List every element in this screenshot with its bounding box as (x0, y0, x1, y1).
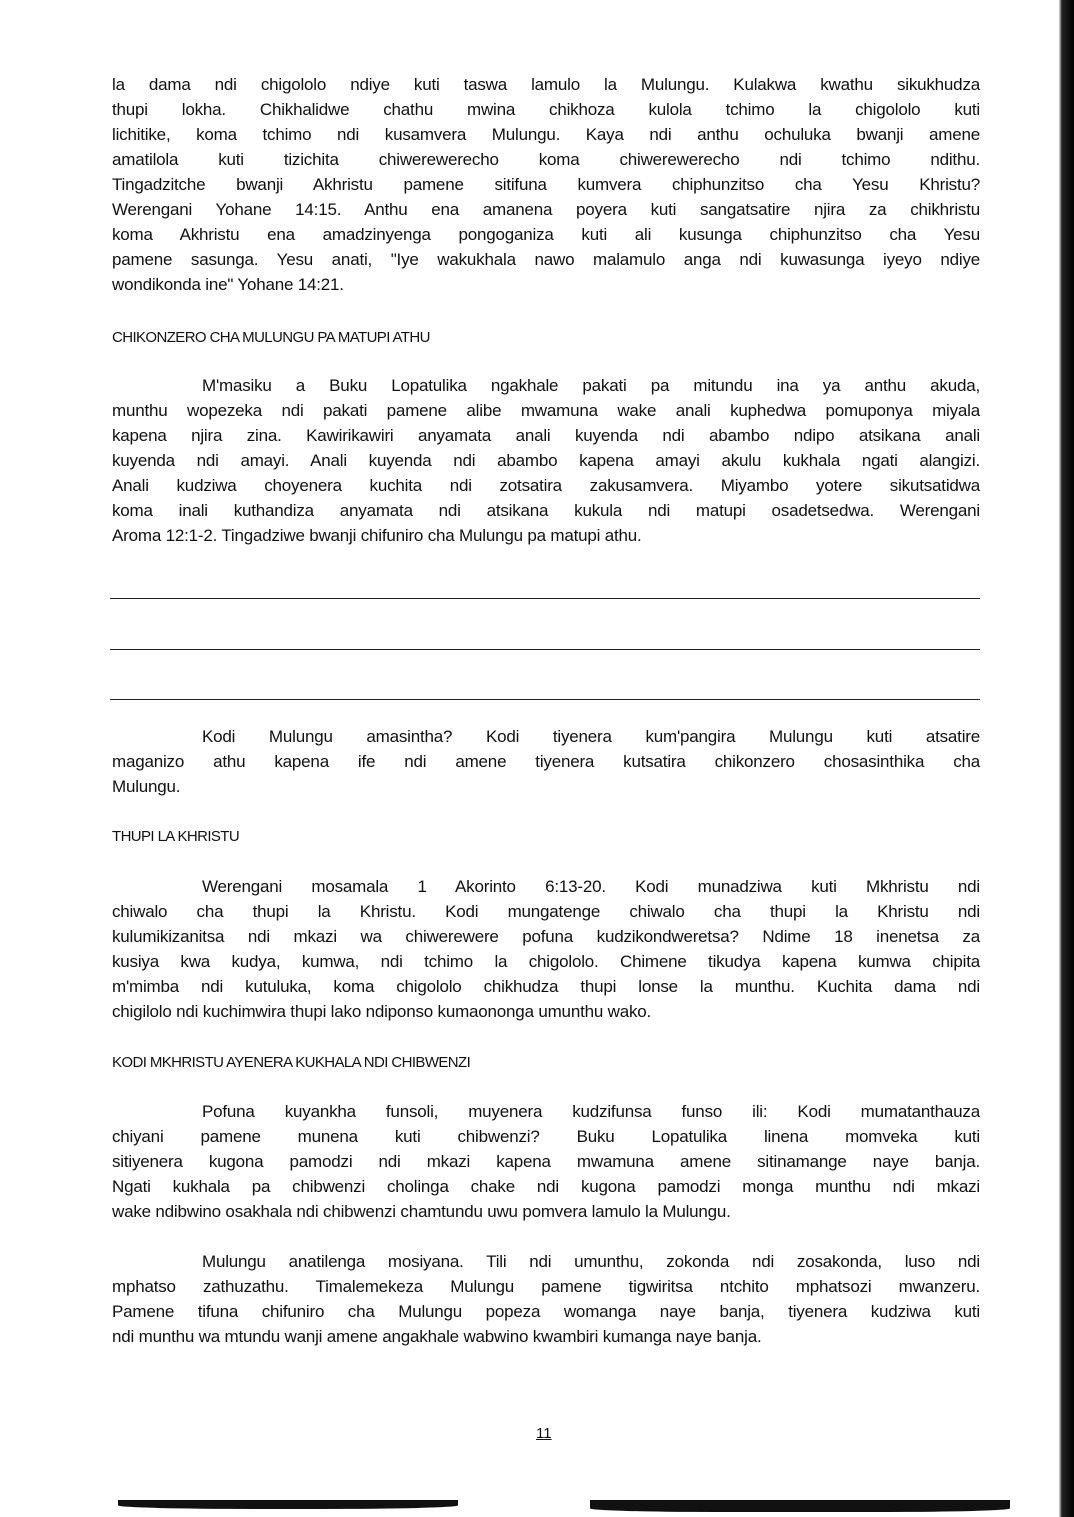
section-heading-chibwenzi: KODI MKHRISTU AYENERA KUKHALA NDI CHIBWENZI (112, 1054, 471, 1071)
text-line: wondikonda ine" Yohane 14:21. (112, 275, 344, 294)
text-line: wake ndibwino osakhala ndi chibwenzi chamtundu uwu pomvera lamulo la Mulungu. (112, 1202, 731, 1221)
page-number: 11 (536, 1425, 552, 1442)
text-line: chigilolo ndi kuchimwira thupi lako ndiponso kumaononga umunthu wako. (112, 1002, 652, 1021)
text-line: lichitike, koma tchimo ndi kusamvera Mulungu. Kaya ndi anthu ochuluka bwanji amene (112, 125, 980, 144)
text-line: koma Akhristu ena amadzinyenga pongoganiza kuti ali kusunga chiphunzitso cha Yesu (112, 225, 980, 244)
text-line: koma inali kuthandiza anyamata ndi atsikana kukula ndi matupi osadetsedwa. Werengani (112, 501, 980, 520)
text-line: m'mimba ndi kutuluka, koma chigololo chikhudza thupi lonse la munthu. Kuchita dama ndi (112, 977, 980, 996)
text-line: Ngati kukhala pa chibwenzi cholinga chake ndi kugona pamodzi monga munthu ndi mkazi (112, 1177, 980, 1196)
paragraph-1 (112, 72, 980, 297)
text-line: amatilola kuti tizichita chiwerewerecho koma chiwerewerecho ndi tchimo ndithu. (112, 150, 980, 169)
text-line: Mulungu anatilenga mosiyana. Tili ndi umunthu, zokonda ndi zosakonda, luso ndi (202, 1252, 980, 1271)
text-line: mphatso zathuzathu. Timalemekeza Mulungu pamene tigwiritsa ntchito mphatsozi mwanzeru. (112, 1277, 980, 1296)
text-line: Werengani Yohane 14:15. Anthu ena amanena poyera kuti sangatsatire njira za chikhristu (112, 200, 980, 219)
text-line: maganizo athu kapena ife ndi amene tiyenera kutsatira chikonzero chosasinthika cha (112, 752, 980, 771)
text-line: sitiyenera kugona pamodzi ndi mkazi kapena mwamuna amene sitinamange naye banja. (112, 1152, 980, 1171)
section-heading-chikonzero: CHIKONZERO CHA MULUNGU PA MATUPI ATHU (112, 329, 430, 346)
text-line: thupi lokha. Chikhalidwe chathu mwina chikhoza kulola tchimo la chigololo kuti (112, 100, 980, 119)
text-line: munthu wopezeka ndi pakati pamene alibe mwamuna wake anali kuphedwa pomuponya miyala (112, 401, 980, 420)
text-line: Mulungu. (112, 777, 181, 796)
text-line: Werengani mosamala 1 Akorinto 6:13-20. Kodi munadziwa kuti Mkhristu ndi (202, 877, 980, 896)
scan-artifact-bar (590, 1500, 1010, 1512)
scan-edge (1052, 0, 1074, 1517)
text-line: kulumikizanitsa ndi mkazi wa chiwerewere pofuna kudzikondweretsa? Ndime 18 inenetsa za (112, 927, 980, 946)
answer-line-1 (110, 598, 980, 599)
paragraph-4 (112, 874, 980, 1024)
answer-line-3 (110, 699, 980, 700)
scan-artifact-bar (118, 1500, 458, 1509)
text-line: kuyenda ndi amayi. Anali kuyenda ndi abambo kapena amayi akulu kukhala ngati alangizi. (112, 451, 980, 470)
text-line: la dama ndi chigololo ndiye kuti taswa lamulo la Mulungu. Kulakwa kwathu sikukhudza (112, 75, 980, 94)
text-line: Aroma 12:1-2. Tingadziwe bwanji chifuniro cha Mulungu pa matupi athu. (112, 526, 642, 545)
text-line: Tingadzitche bwanji Akhristu pamene sitifuna kumvera chiphunzitso cha Yesu Khristu? (112, 175, 980, 194)
text-line: pamene sasunga. Yesu anati, "Iye wakukhala nawo malamulo anga ndi kuwasunga iyeyo ndiye (112, 250, 980, 269)
text-line: kapena njira zina. Kawirikawiri anyamata anali kuyenda ndi abambo ndipo atsikana anali (112, 426, 980, 445)
section-heading-thupi: THUPI LA KHRISTU (112, 828, 240, 845)
paragraph-6 (112, 1249, 980, 1349)
text-line: chiyani pamene munena kuti chibwenzi? Buku Lopatulika linena momveka kuti (112, 1127, 980, 1146)
text-line: ndi munthu wa mtundu wanji amene angakhale wabwino kwambiri kumanga naye banja. (112, 1327, 762, 1346)
text-line: kusiya kwa kudya, kumwa, ndi tchimo la chigololo. Chimene tikudya kapena kumwa chipita (112, 952, 980, 971)
text-line: chiwalo cha thupi la Khristu. Kodi mungatenge chiwalo cha thupi la Khristu ndi (112, 902, 980, 921)
text-line: Pofuna kuyankha funsoli, muyenera kudzifunsa funso ili: Kodi mumatanthauza (202, 1102, 980, 1121)
text-line: M'masiku a Buku Lopatulika ngakhale pakati pa mitundu ina ya anthu akuda, (202, 376, 980, 395)
text-line: Anali kudziwa choyenera kuchita ndi zotsatira zakusamvera. Miyambo yotere sikutsatidwa (112, 476, 980, 495)
text-line: Pamene tifuna chifuniro cha Mulungu popeza womanga naye banja, tiyenera kudziwa kuti (112, 1302, 980, 1321)
text-line: Kodi Mulungu amasintha? Kodi tiyenera kum'pangira Mulungu kuti atsatire (202, 727, 980, 746)
paragraph-2 (112, 373, 980, 548)
answer-line-2 (110, 649, 980, 650)
paragraph-5 (112, 1099, 980, 1224)
paragraph-3 (112, 724, 980, 799)
